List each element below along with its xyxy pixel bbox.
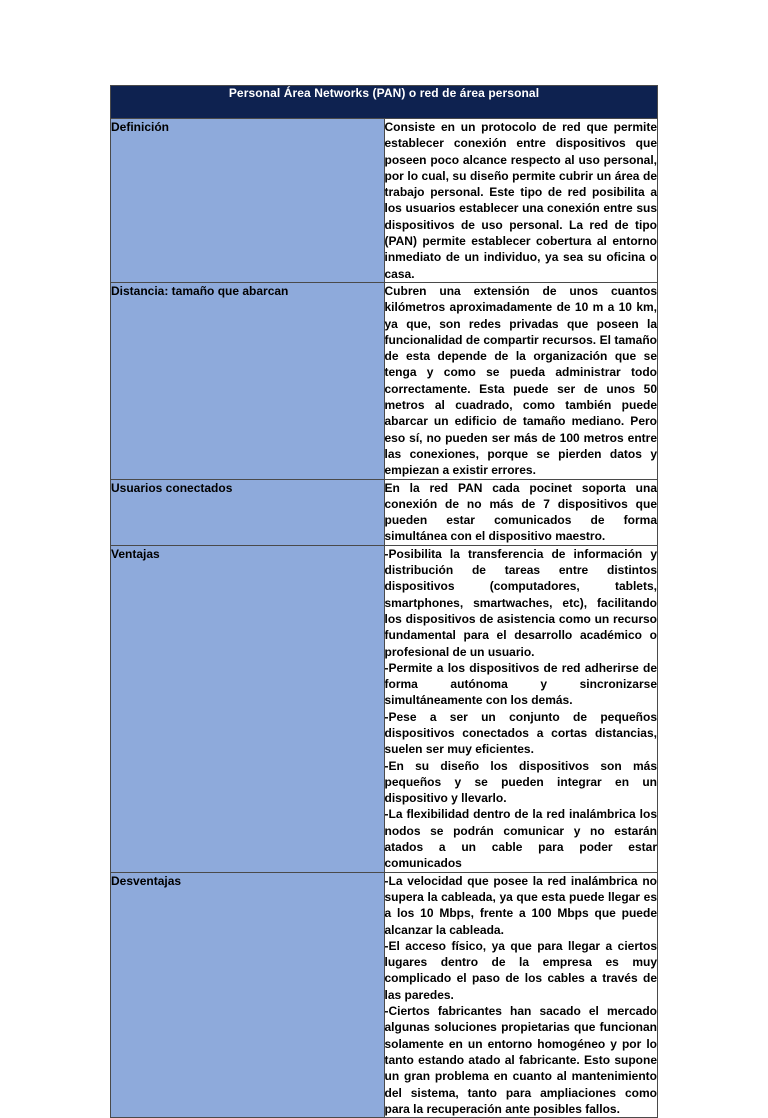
row-content [384,282,658,479]
paragraph: -Posibilita la transferencia de información y distribución de tareas entre distintos dispositivos (computadores, tablets, smartphones, smartwaches, etc), facilitando los dispositivos de asistencia como un recurso fundamental para el desarrollo académico o profesional de un usuario. [384,546,657,659]
paragraph: -En su diseño los dispositivos son más pequeños y se pueden integrar en un dispositivo y llevarlo. [384,758,657,806]
row-content [384,872,658,1117]
row-label: Definición [111,119,385,283]
paragraph: En la red PAN cada pocinet soporta una conexión de no más de 7 dispositivos que pueden estar comunicados de forma simultánea con el dispositivo maestro. [384,480,657,544]
paragraph: -Pese a ser un conjunto de pequeños dispositivos conectados a cortas distancias, suelen ser muy eficientes. [384,709,657,757]
paragraph: -La flexibilidad dentro de la red inalámbrica los nodos se podrán comunicar y no estarán atados a un cable para poder estar comunicados [384,807,657,871]
row-content [384,119,658,283]
paragraph: -La velocidad que posee la red inalámbrica no supera la cableada, ya que esta puede llegar es a los 10 Mbps, frente a 100 Mbps que puede alcanzar la cableada. [384,873,657,937]
document-page [110,85,658,1118]
paragraph: Consiste en un protocolo de red que permite establecer conexión entre dispositivos que poseen poco alcance respecto al uso personal, por lo cual, su diseño permite cubrir un área de trabajo personal. Este tipo de red posibilita a los usuarios establecer una conexión entre sus dispositivos de uso personal. La red de tipo (PAN) permite establecer cobertura al entorno inmediato de un individuo, ya sea su oficina o casa. [384,120,657,281]
row-label: Usuarios conectados [111,479,385,545]
row-label: Distancia: tamaño que abarcan [111,282,385,479]
table-row-desventajas [111,872,658,1117]
paragraph: -Permite a los dispositivos de red adherirse de forma autónoma y sincronizarse simultáneamente con los demás. [384,660,657,708]
table-row-usuarios [111,479,658,545]
paragraph: -Ciertos fabricantes han sacado el mercado algunas soluciones propietarias que funcionan solamente en un entorno homogéneo y por lo tanto estando atado al fabricante. Esto supone un gran problema en cuanto al mantenimiento del sistema, tanto para ampliaciones como para la recuperación ante posibles fallos. [384,1004,657,1116]
paragraph: -El acceso físico, ya que para llegar a ciertos lugares dentro de la empresa es muy complicado el paso de los cables a través de las paredes. [384,938,657,1002]
row-label: Ventajas [111,545,385,872]
row-label: Desventajas [111,872,385,1117]
pan-table [110,85,658,1118]
row-content [384,545,658,872]
table-row-distancia [111,282,658,479]
table-row-ventajas [111,545,658,872]
row-content [384,479,658,545]
title-row [111,86,658,119]
paragraph: Cubren una extensión de unos cuantos kilómetros aproximadamente de 10 m a 10 km, ya que, son redes privadas que poseen la funcionalidad de compartir recursos. El tamaño de esta depende de la organización que se tenga y como se pueda administrar todo correctamente. Esta puede ser de unos 50 metros al cuadrado, como también puede abarcar un edificio de tamaño mediano. Pero eso sí, no pueden ser más de 100 metros entre las conexiones, porque se pierden datos y empiezan a existir errores. [384,283,657,478]
table-row-definicion [111,119,658,283]
table-title: Personal Área Networks (PAN) o red de área personal [111,86,658,119]
